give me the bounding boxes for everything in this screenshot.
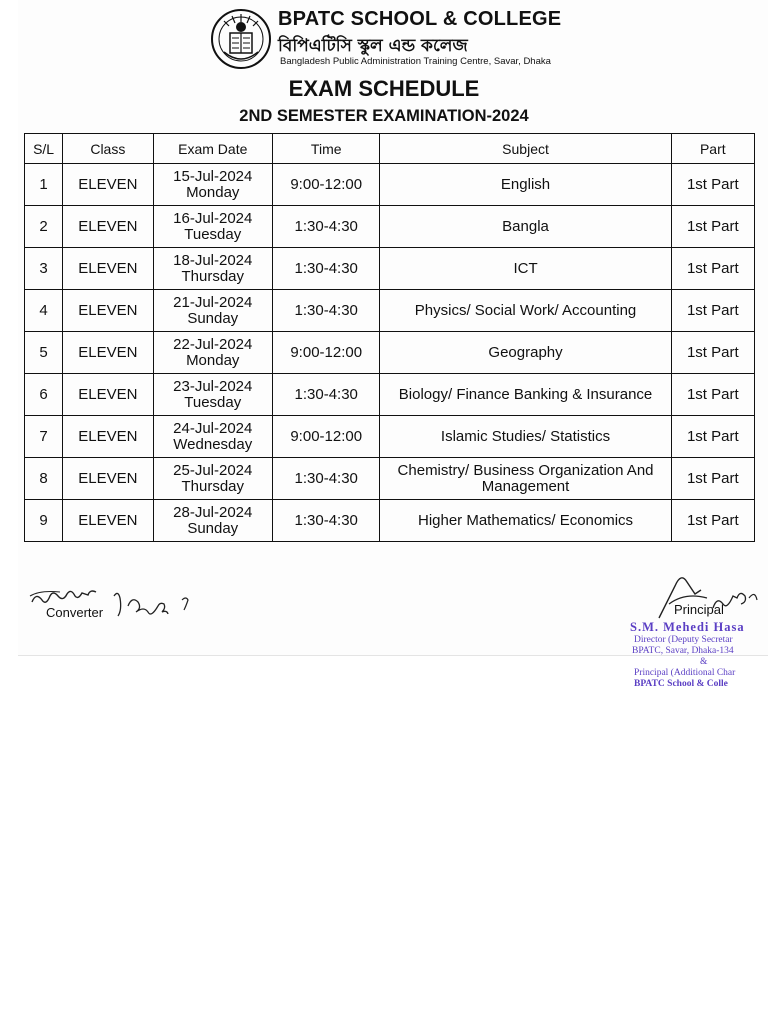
cell-sl bbox=[25, 164, 63, 206]
cell-exam-date bbox=[153, 248, 272, 290]
cell-time-time: 9:00-12:00 bbox=[290, 343, 363, 361]
cell-exam-date bbox=[153, 164, 272, 206]
cell-exam-date-day: Monday bbox=[186, 351, 240, 369]
cell-sl bbox=[25, 206, 63, 248]
cell-class bbox=[63, 332, 153, 374]
cell-part bbox=[671, 500, 754, 542]
cell-exam-date-day: Monday bbox=[186, 183, 240, 201]
school-name-en: BPATC SCHOOL & COLLEGE bbox=[278, 8, 562, 30]
cell-class-class: ELEVEN bbox=[78, 343, 138, 361]
cell-class bbox=[63, 248, 153, 290]
table-row bbox=[25, 458, 755, 500]
cell-class bbox=[63, 458, 153, 500]
cell-subject bbox=[380, 206, 671, 248]
document-subtitle: 2ND SEMESTER EXAMINATION-2024 bbox=[239, 107, 529, 125]
cell-class bbox=[63, 500, 153, 542]
table-row bbox=[25, 248, 755, 290]
cell-part-part: 1st Part bbox=[686, 469, 739, 487]
column-header-class: Class bbox=[63, 134, 153, 164]
cell-exam-date-date: 25-Jul-2024 bbox=[173, 461, 253, 479]
cell-time-time: 1:30-4:30 bbox=[294, 259, 358, 277]
cell-part-part: 1st Part bbox=[686, 385, 739, 403]
school-address: Bangladesh Public Administration Training Centre, Savar, Dhaka bbox=[280, 56, 551, 67]
cell-part bbox=[671, 458, 754, 500]
cell-subject bbox=[380, 416, 671, 458]
cell-subject bbox=[380, 500, 671, 542]
cell-exam-date-date: 21-Jul-2024 bbox=[173, 293, 253, 311]
cell-sl-sl: 1 bbox=[39, 175, 48, 193]
cell-subject bbox=[380, 458, 671, 500]
column-header-time: Time bbox=[273, 134, 380, 164]
stamp-amp: & bbox=[700, 657, 708, 667]
cell-class-class: ELEVEN bbox=[78, 259, 138, 277]
cell-sl-sl: 4 bbox=[39, 301, 48, 319]
table-row bbox=[25, 332, 755, 374]
column-header-subject: Subject bbox=[380, 134, 671, 164]
cell-part bbox=[671, 164, 754, 206]
stamp-line1: Director (Deputy Secretar bbox=[634, 635, 733, 645]
cell-exam-date-day: Thursday bbox=[181, 267, 245, 285]
cell-exam-date-day: Sunday bbox=[187, 309, 239, 327]
cell-sl-sl: 8 bbox=[39, 469, 48, 487]
cell-class bbox=[63, 416, 153, 458]
table-row bbox=[25, 416, 755, 458]
table-header-row bbox=[25, 134, 755, 164]
cell-subject-subject: Higher Mathematics/ Economics bbox=[417, 511, 634, 529]
cell-part-part: 1st Part bbox=[686, 301, 739, 319]
cell-subject-subject: Chemistry/ Business Organization And Management bbox=[397, 461, 654, 495]
cell-class-class: ELEVEN bbox=[78, 217, 138, 235]
cell-time bbox=[273, 374, 380, 416]
document-title: EXAM SCHEDULE bbox=[288, 76, 480, 101]
cell-sl-sl: 9 bbox=[39, 511, 48, 529]
cell-exam-date bbox=[153, 332, 272, 374]
exam-schedule-table bbox=[24, 133, 755, 542]
column-header-exam-date: Exam Date bbox=[153, 134, 272, 164]
cell-time-time: 9:00-12:00 bbox=[290, 427, 363, 445]
table-body bbox=[25, 164, 755, 542]
cell-subject-subject: ICT bbox=[513, 259, 538, 277]
cell-class-class: ELEVEN bbox=[78, 301, 138, 319]
cell-class bbox=[63, 206, 153, 248]
cell-part-part: 1st Part bbox=[686, 259, 739, 277]
cell-subject bbox=[380, 164, 671, 206]
cell-time-time: 9:00-12:00 bbox=[290, 175, 363, 193]
cell-time bbox=[273, 458, 380, 500]
cell-part bbox=[671, 374, 754, 416]
cell-subject-subject: Physics/ Social Work/ Accounting bbox=[414, 301, 637, 319]
cell-exam-date-day: Wednesday bbox=[173, 435, 253, 453]
cell-subject bbox=[380, 290, 671, 332]
cell-exam-date bbox=[153, 458, 272, 500]
cell-part bbox=[671, 290, 754, 332]
cell-subject-subject: English bbox=[500, 175, 551, 193]
school-name-bn: বিপিএটিসি স্কুল এন্ড কলেজ bbox=[278, 36, 468, 56]
converter-label: Converter bbox=[46, 605, 104, 620]
stamp-line3: Principal (Additional Char bbox=[634, 668, 736, 678]
cell-exam-date-day: Thursday bbox=[181, 477, 245, 495]
column-header-part: Part bbox=[671, 134, 754, 164]
cell-time bbox=[273, 248, 380, 290]
cell-subject-subject: Islamic Studies/ Statistics bbox=[440, 427, 611, 445]
cell-exam-date-date: 22-Jul-2024 bbox=[173, 335, 253, 353]
cell-time bbox=[273, 290, 380, 332]
cell-time bbox=[273, 416, 380, 458]
cell-sl bbox=[25, 458, 63, 500]
cell-exam-date-date: 28-Jul-2024 bbox=[173, 503, 253, 521]
cell-sl-sl: 3 bbox=[39, 259, 48, 277]
cell-exam-date-date: 24-Jul-2024 bbox=[173, 419, 253, 437]
cell-sl-sl: 5 bbox=[39, 343, 48, 361]
cell-time-time: 1:30-4:30 bbox=[294, 301, 358, 319]
cell-subject-subject: Geography bbox=[488, 343, 563, 361]
cell-part-part: 1st Part bbox=[686, 343, 739, 361]
cell-class-class: ELEVEN bbox=[78, 385, 138, 403]
cell-part bbox=[671, 332, 754, 374]
cell-exam-date-day: Tuesday bbox=[184, 225, 242, 243]
cell-class bbox=[63, 290, 153, 332]
cell-part-part: 1st Part bbox=[686, 427, 739, 445]
cell-part-part: 1st Part bbox=[686, 217, 739, 235]
cell-exam-date-date: 18-Jul-2024 bbox=[173, 251, 253, 269]
cell-class bbox=[63, 164, 153, 206]
cell-exam-date-day: Sunday bbox=[187, 519, 239, 537]
cell-sl bbox=[25, 374, 63, 416]
cell-class bbox=[63, 374, 153, 416]
cell-exam-date-date: 16-Jul-2024 bbox=[173, 209, 253, 227]
cell-sl-sl: 6 bbox=[39, 385, 48, 403]
cell-time bbox=[273, 206, 380, 248]
cell-class-class: ELEVEN bbox=[78, 511, 138, 529]
cell-time bbox=[273, 500, 380, 542]
principal-label: Principal bbox=[674, 602, 724, 617]
cell-subject-subject: Bangla bbox=[502, 217, 549, 235]
principal-stamp bbox=[630, 620, 768, 690]
table-row bbox=[25, 164, 755, 206]
cell-sl bbox=[25, 416, 63, 458]
table-row bbox=[25, 500, 755, 542]
cell-time bbox=[273, 332, 380, 374]
cell-part-part: 1st Part bbox=[686, 175, 739, 193]
cell-time-time: 1:30-4:30 bbox=[294, 385, 358, 403]
cell-subject bbox=[380, 248, 671, 290]
cell-time-time: 1:30-4:30 bbox=[294, 511, 358, 529]
stamp-line2: BPATC, Savar, Dhaka-134 bbox=[632, 646, 734, 656]
document-header bbox=[0, 0, 768, 130]
cell-part bbox=[671, 206, 754, 248]
cell-exam-date bbox=[153, 374, 272, 416]
cell-class-class: ELEVEN bbox=[78, 469, 138, 487]
cell-exam-date-day: Tuesday bbox=[184, 393, 242, 411]
cell-sl bbox=[25, 500, 63, 542]
cell-time-time: 1:30-4:30 bbox=[294, 217, 358, 235]
cell-subject-subject: Biology/ Finance Banking & Insurance bbox=[398, 385, 653, 403]
cell-subject bbox=[380, 374, 671, 416]
cell-sl-sl: 2 bbox=[39, 217, 48, 235]
cell-time bbox=[273, 164, 380, 206]
cell-exam-date bbox=[153, 206, 272, 248]
table-row bbox=[25, 206, 755, 248]
stamp-name: S.M. Mehedi Hasa bbox=[630, 620, 745, 634]
cell-exam-date-date: 23-Jul-2024 bbox=[173, 377, 253, 395]
cell-exam-date bbox=[153, 416, 272, 458]
cell-subject bbox=[380, 332, 671, 374]
cell-exam-date bbox=[153, 290, 272, 332]
cell-part-part: 1st Part bbox=[686, 511, 739, 529]
cell-exam-date bbox=[153, 500, 272, 542]
stamp-line4: BPATC School & Colle bbox=[634, 679, 728, 689]
column-header-sl: S/L bbox=[25, 134, 63, 164]
cell-sl bbox=[25, 290, 63, 332]
cell-class-class: ELEVEN bbox=[78, 175, 138, 193]
table-row bbox=[25, 290, 755, 332]
table-row bbox=[25, 374, 755, 416]
cell-sl bbox=[25, 332, 63, 374]
cell-part bbox=[671, 248, 754, 290]
school-crest-icon bbox=[210, 8, 272, 70]
cell-class-class: ELEVEN bbox=[78, 427, 138, 445]
cell-exam-date-date: 15-Jul-2024 bbox=[173, 167, 253, 185]
cell-time-time: 1:30-4:30 bbox=[294, 469, 358, 487]
cell-sl-sl: 7 bbox=[39, 427, 48, 445]
cell-part bbox=[671, 416, 754, 458]
cell-sl bbox=[25, 248, 63, 290]
